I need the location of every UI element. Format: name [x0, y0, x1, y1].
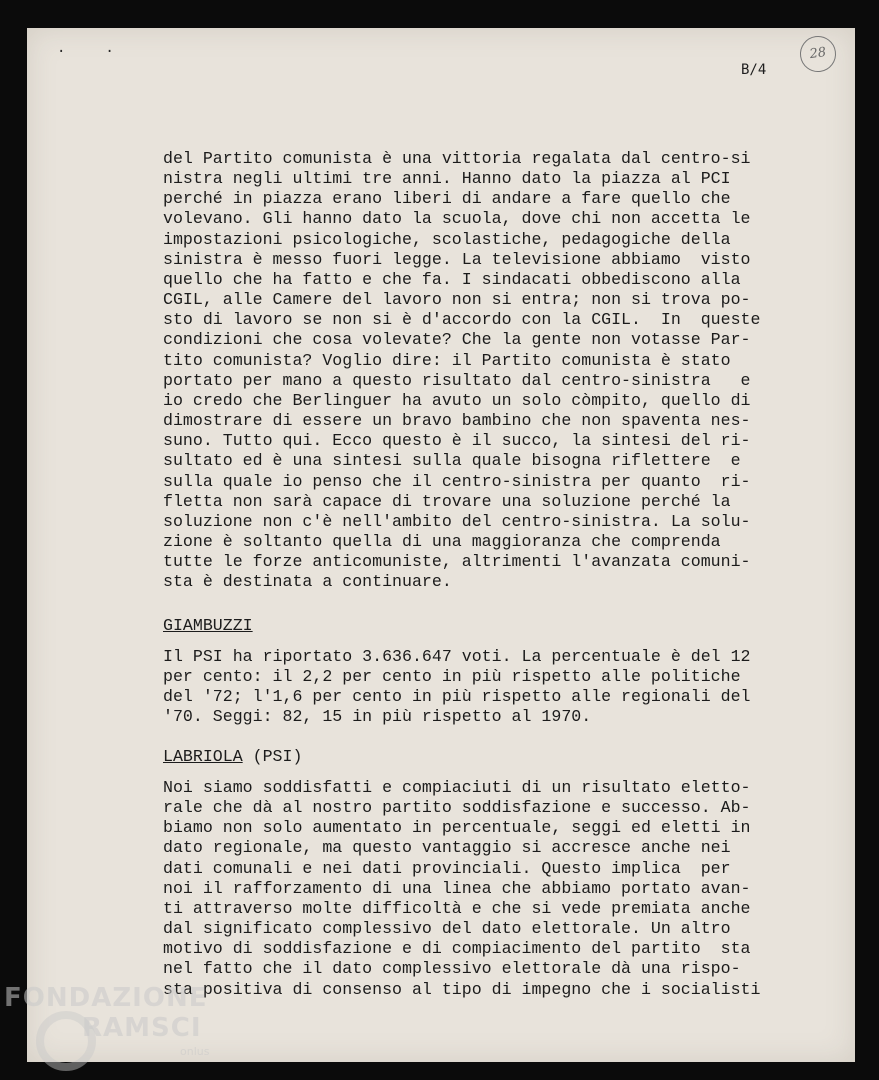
- watermark-suffix: onlus: [180, 1045, 210, 1058]
- text-line: fletta non sarà capace di trovare una soluzione perché la: [163, 491, 731, 511]
- margin-dots: ··: [57, 44, 154, 60]
- text-line: sta è destinata a continuare.: [163, 572, 452, 592]
- text-line: nel fatto che il dato complessivo elettorale dà una rispo-: [163, 959, 741, 979]
- text-line: sta positiva di consenso al tipo di impegno che i socialisti: [163, 979, 761, 999]
- text-line: volevano. Gli hanno dato la scuola, dove chi non accetta le: [163, 209, 751, 229]
- text-line: portato per mano a questo risultato dal centro-sinistra e: [163, 370, 751, 390]
- text-line: Il PSI ha riportato 3.636.647 voti. La percentuale è del 12: [163, 647, 751, 666]
- text-line: noi il rafforzamento di una linea che abbiamo portato avan-: [163, 878, 751, 898]
- text-line: sulla quale io penso che il centro-sinistra per quanto ri-: [163, 471, 751, 491]
- text-line: del '72; l'1,6 per cento in più rispetto alle regionali del: [163, 687, 751, 707]
- text-line: dal significato complessivo del dato elettorale. Un altro: [163, 919, 731, 939]
- text-line: soluzione non c'è nell'ambito del centro-sinistra. La solu-: [163, 511, 751, 531]
- text-line: nistra negli ultimi tre anni. Hanno dato la piazza al PCI: [163, 169, 731, 189]
- text-line: dimostrare di essere un bravo bambino che non spaventa nes-: [163, 411, 751, 431]
- text-line: del Partito comunista è una vittoria regalata dal centro-si: [163, 149, 751, 168]
- paragraph-2: [163, 647, 803, 728]
- watermark-line-2: RAMSCI: [82, 1013, 202, 1043]
- archive-stamp: 28: [798, 34, 839, 75]
- speaker-heading-giambuzzi: GIAMBUZZI: [163, 616, 253, 635]
- text-line: biamo non solo aumentato in percentuale, seggi ed eletti in: [163, 818, 751, 838]
- text-line: condizioni che cosa volevate? Che la gente non votasse Par-: [163, 330, 751, 350]
- text-line: tito comunista? Voglio dire: il Partito comunista è stato: [163, 350, 731, 370]
- text-line: CGIL, alle Camere del lavoro non si entra; non si trova po-: [163, 290, 751, 310]
- paragraph-3: [163, 778, 803, 1000]
- text-line: tutte le forze anticomuniste, altrimenti l'avanzata comuni-: [163, 552, 751, 572]
- text-line: dati comunali e nei dati provinciali. Questo implica per: [163, 858, 731, 878]
- text-line: rale che dà al nostro partito soddisfazione e successo. Ab-: [163, 798, 751, 818]
- text-line: '70. Seggi: 82, 15 in più rispetto al 1970.: [163, 707, 592, 727]
- text-line: suno. Tutto qui. Ecco questo è il succo, la sintesi del ri-: [163, 431, 751, 451]
- text-line: per cento: il 2,2 per cento in più rispetto alle politiche: [163, 667, 741, 687]
- speaker-heading-labriola: [163, 747, 803, 767]
- text-line: sinistra è messo fuori legge. La televisione abbiamo visto: [163, 249, 751, 269]
- paragraph-1: [163, 149, 803, 592]
- text-line: dato regionale, ma questo vantaggio si accresce anche nei: [163, 838, 731, 858]
- text-line: quello che ha fatto e che fa. I sindacati obbediscono alla: [163, 269, 741, 289]
- speaker-name: LABRIOLA: [163, 747, 243, 766]
- text-line: Noi siamo soddisfatti e compiaciuti di un risultato eletto-: [163, 778, 751, 797]
- page-reference: B/4: [741, 62, 767, 78]
- text-line: zione è soltanto quella di una maggioranza che comprenda: [163, 531, 721, 551]
- speaker-party: (PSI): [252, 747, 303, 766]
- document-page: [27, 28, 855, 1062]
- text-line: perché in piazza erano liberi di andare a fare quello che: [163, 189, 731, 209]
- text-line: motivo di soddisfazione e di compiacimento del partito sta: [163, 939, 751, 959]
- text-line: sto di lavoro se non si è d'accordo con la CGIL. In queste: [163, 310, 761, 330]
- text-line: impostazioni psicologiche, scolastiche, pedagogiche della: [163, 229, 731, 249]
- text-line: ti attraverso molte difficoltà e che si vede premiata anche: [163, 898, 751, 918]
- watermark-line-1: FONDAZIONE: [4, 983, 208, 1013]
- text-line: sultato ed è una sintesi sulla quale bisogna riflettere e: [163, 451, 741, 471]
- text-line: io credo che Berlinguer ha avuto un solo còmpito, quello di: [163, 390, 751, 410]
